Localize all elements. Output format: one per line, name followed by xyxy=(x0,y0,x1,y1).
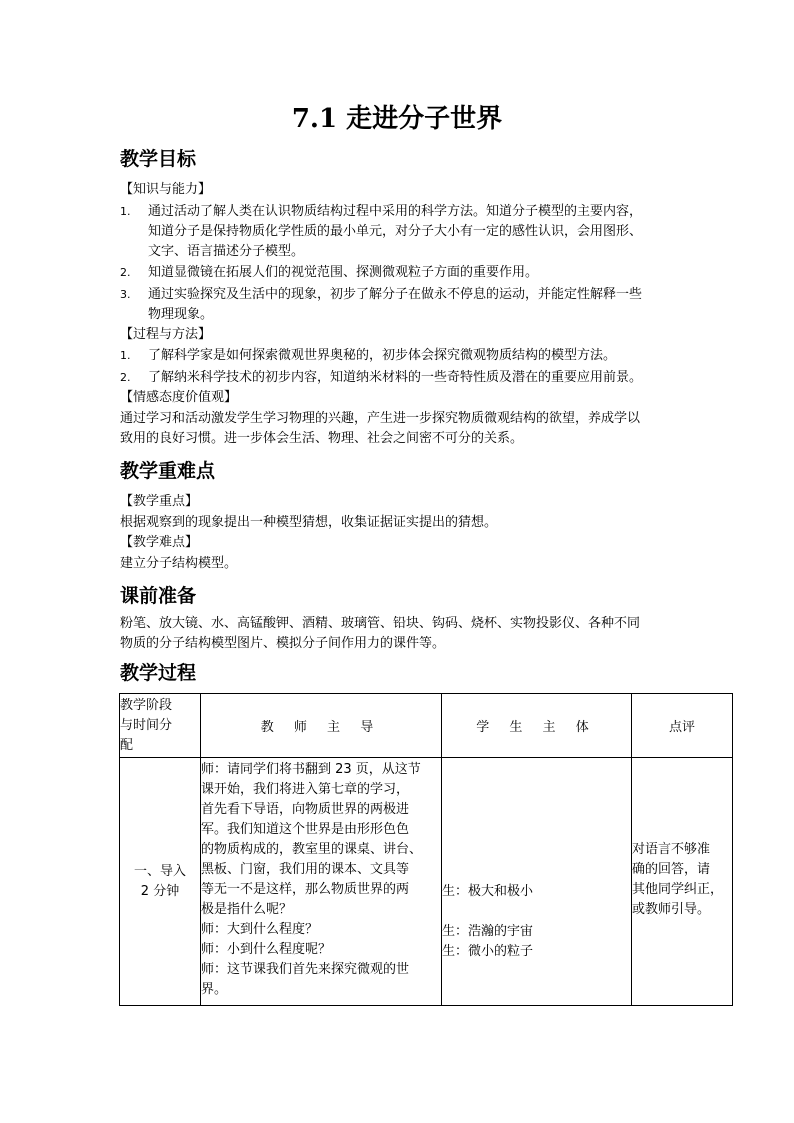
student-line xyxy=(442,902,631,922)
section-heading-goals: 教学目标 xyxy=(120,148,197,170)
list-item-line: 知道显微镜在拓展人们的视觉范围、探测微观粒子方面的重要作用。 xyxy=(148,265,539,280)
teacher-line: 军。我们知道这个世界是由形形色色 xyxy=(201,822,410,837)
list-item-line: 文字、语言描述分子模型。 xyxy=(148,244,305,259)
teacher-line: 黑板、门窗，我们用的课本、文具等 xyxy=(201,862,410,877)
section-heading-prep: 课前准备 xyxy=(120,585,197,607)
list-number: 2. xyxy=(120,266,131,279)
subheading-attitude: 【情感态度价值观】 xyxy=(120,390,238,405)
header-stage xyxy=(120,694,201,758)
teacher-line: 首先看下导语，向物质世界的两极进 xyxy=(201,802,410,817)
subheading-process: 【过程与方法】 xyxy=(120,327,212,342)
cell-comment xyxy=(632,758,733,1006)
teacher-line: 师：大到什么程度？ xyxy=(201,922,319,937)
list-number: 2. xyxy=(120,371,131,384)
header-stage-line: 与时间分 xyxy=(120,717,173,733)
teacher-line: 界。 xyxy=(201,982,228,997)
student-line: 生：微小的粒子 xyxy=(442,944,534,959)
subheading-knowledge: 【知识与能力】 xyxy=(120,182,212,197)
header-stage-line: 配 xyxy=(120,737,134,753)
list-number: 3. xyxy=(120,288,131,301)
list-number: 1. xyxy=(120,205,131,218)
teacher-line: 课开始，我们将进入第七章的学习， xyxy=(201,782,410,797)
subheading-focus: 【教学重点】 xyxy=(120,494,199,509)
list-item-line: 知道分子是保持物质化学性质的最小单元，对分子大小有一定的感性认识，会用图形、 xyxy=(148,224,643,239)
paragraph-line: 物质的分子结构模型图片、模拟分子间作用力的课件等。 xyxy=(120,636,446,651)
section-heading-process: 教学过程 xyxy=(120,662,197,684)
header-student: 学 生 主 体 xyxy=(442,694,632,758)
list-item-line: 了解科学家是如何探索微观世界奥秘的，初步体会探究微观物质结构的模型方法。 xyxy=(148,348,617,363)
table-row xyxy=(120,758,733,1006)
teacher-line: 师：这节课我们首先来探究微观的世 xyxy=(201,962,410,977)
paragraph-line: 根据观察到的现象提出一种模型猜想，收集证据证实提出的猜想。 xyxy=(120,515,498,530)
list-item-line: 通过实验探究及生活中的现象，初步了解分子在做永不停息的运动，并能定性解释一些 xyxy=(148,287,643,302)
comment-line: 或教师引导。 xyxy=(632,902,711,917)
student-line: 生：浩瀚的宇宙 xyxy=(442,924,534,939)
list-item-line: 了解纳米科学技术的初步内容，知道纳米材料的一些奇特性质及潜在的重要应用前景。 xyxy=(148,370,643,385)
header-stage-line: 教学阶段 xyxy=(120,697,173,713)
subheading-difficulty: 【教学难点】 xyxy=(120,535,199,550)
cell-stage xyxy=(120,758,201,1006)
cell-student xyxy=(442,758,632,1006)
student-line: 生：极大和极小 xyxy=(442,884,534,899)
paragraph-line: 通过学习和活动激发学生学习物理的兴趣，产生进一步探究物质微观结构的欲望，养成学以 xyxy=(120,411,641,426)
paragraph-line: 建立分子结构模型。 xyxy=(120,556,238,571)
header-teacher: 教 师 主 导 xyxy=(201,694,442,758)
cell-teacher xyxy=(201,758,442,1006)
comment-line: 确的回答，请 xyxy=(632,862,711,877)
paragraph-line: 致用的良好习惯。进一步体会生活、物理、社会之间密不可分的关系。 xyxy=(120,431,524,446)
stage-line: 一、导入 xyxy=(133,863,186,879)
section-heading-key-points: 教学重难点 xyxy=(120,460,216,482)
teacher-line: 的物质构成的，教室里的课桌、讲台、 xyxy=(201,842,423,857)
list-number: 1. xyxy=(120,349,131,362)
lesson-table xyxy=(119,693,733,1006)
teacher-line: 师：请同学们将书翻到 23 页，从这节 xyxy=(201,762,421,777)
teacher-line: 师：小到什么程度呢？ xyxy=(201,942,332,957)
stage-line: 2 分钟 xyxy=(140,883,180,899)
paragraph-line: 粉笔、放大镜、水、高锰酸钾、酒精、玻璃管、铅块、钩码、烧杯、实物投影仪、各种不同 xyxy=(120,616,641,631)
comment-line: 其他同学纠正， xyxy=(632,882,724,897)
teacher-line: 极是指什么呢？ xyxy=(201,902,293,917)
table-header-row xyxy=(120,694,733,758)
list-item-line: 通过活动了解人类在认识物质结构过程中采用的科学方法。知道分子模型的主要内容， xyxy=(148,204,643,219)
header-comment: 点评 xyxy=(632,694,733,758)
comment-line: 对语言不够准 xyxy=(632,842,711,857)
page-title: 7.1 走进分子世界 xyxy=(291,104,503,134)
teacher-line: 等无一不是这样，那么物质世界的两 xyxy=(201,882,410,897)
list-item-line: 物理现象。 xyxy=(148,307,214,322)
